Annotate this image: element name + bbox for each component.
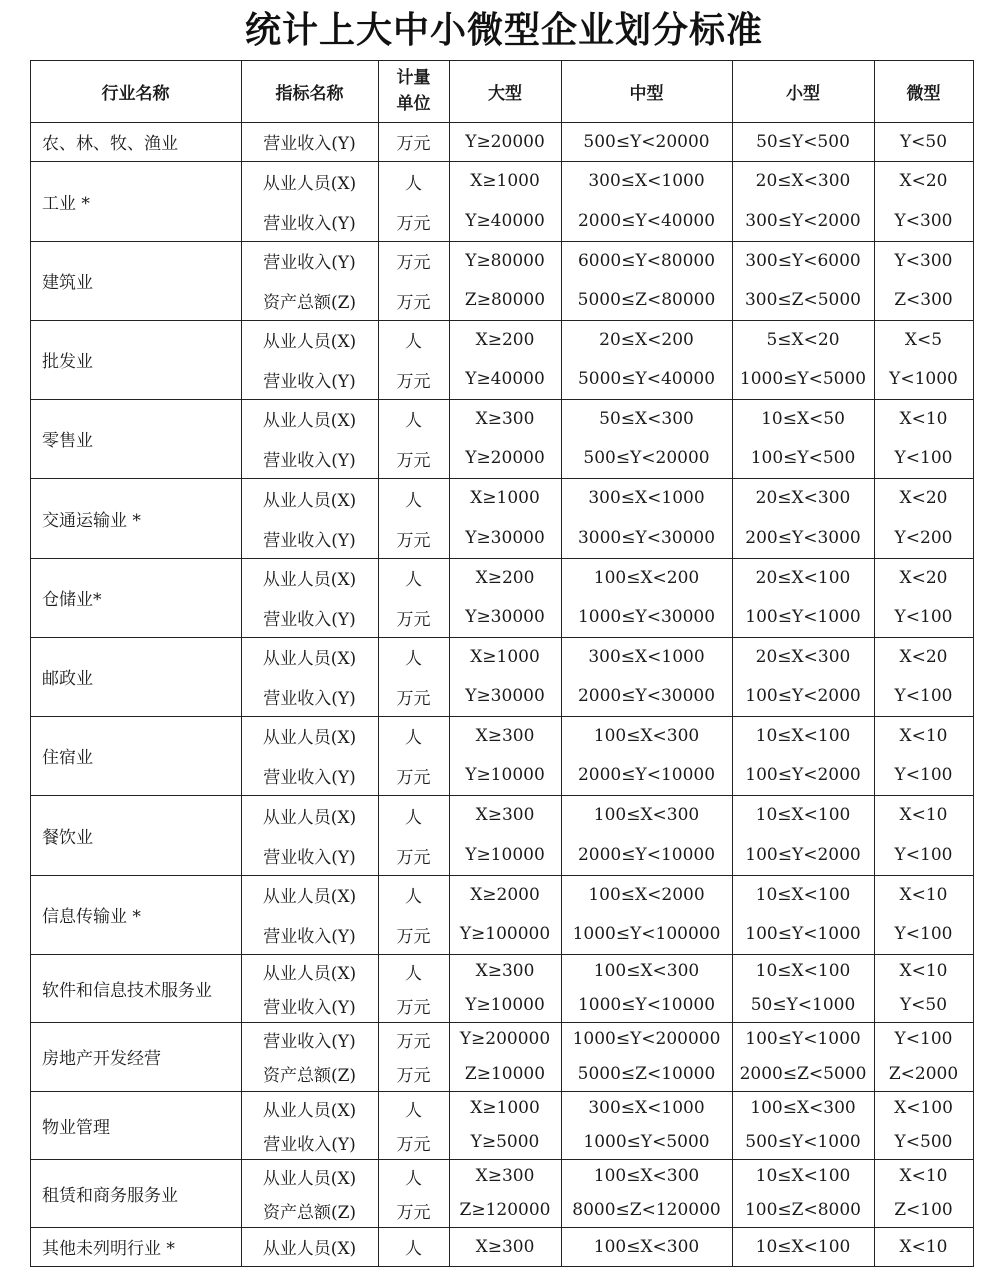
cell-micro: Y<100 (894, 607, 953, 628)
industry-name: 邮政业 (42, 669, 93, 689)
cell-medium: 100≤X<300 (593, 1166, 700, 1186)
cell-small: 5≤X<20 (766, 329, 840, 350)
cell-unit: 人 (405, 649, 422, 670)
column-divider (561, 60, 562, 1267)
cell-indicator: 营业收入(Y) (263, 609, 356, 630)
header-indicator: 指标名称 (275, 83, 344, 104)
cell-unit: 人 (405, 1168, 422, 1189)
cell-large: Y≥10000 (465, 845, 545, 865)
cell-small: 10≤X<100 (755, 1236, 851, 1257)
cell-micro: X<10 (899, 408, 948, 429)
cell-medium: 100≤X<300 (593, 961, 700, 981)
cell-small: 10≤X<100 (755, 961, 851, 981)
cell-unit: 万元 (396, 767, 431, 788)
row-divider (30, 1266, 974, 1267)
cell-unit: 万元 (396, 1134, 431, 1155)
cell-unit: 人 (405, 173, 422, 194)
cell-medium: 5000≤Z<10000 (577, 1063, 716, 1084)
cell-small: 50≤Y<1000 (750, 995, 856, 1015)
cell-small: 10≤X<100 (755, 725, 851, 746)
column-divider (874, 60, 875, 1267)
cell-micro: Y<1000 (889, 369, 958, 390)
cell-medium: 1000≤Y<5000 (583, 1132, 710, 1152)
cell-medium: 2000≤Y<30000 (577, 686, 716, 707)
cell-micro: Z<300 (894, 290, 953, 311)
cell-micro: Y<50 (899, 995, 948, 1015)
cell-large: X≥1000 (470, 488, 540, 508)
cell-small: 10≤X<100 (755, 884, 851, 905)
cell-indicator: 营业收入(Y) (263, 997, 356, 1018)
cell-medium: 300≤X<1000 (588, 171, 705, 191)
cell-medium: 20≤X<200 (599, 329, 694, 350)
cell-indicator: 营业收入(Y) (263, 926, 356, 947)
cell-indicator: 资产总额(Z) (262, 292, 357, 313)
cell-large: X≥300 (475, 408, 535, 429)
cell-unit: 万元 (396, 1031, 431, 1052)
cell-large: Y≥20000 (465, 131, 545, 152)
cell-indicator: 从业人员(X) (262, 332, 357, 353)
cell-small: 100≤X<300 (750, 1098, 856, 1118)
industry-name: 餐饮业 (42, 827, 93, 848)
cell-large: Y≥5000 (470, 1132, 540, 1152)
cell-indicator: 从业人员(X) (262, 649, 357, 670)
cell-large: Z≥10000 (464, 1063, 546, 1084)
cell-large: Y≥30000 (465, 686, 545, 707)
cell-medium: 300≤X<1000 (588, 646, 705, 667)
table-top-border (30, 60, 974, 61)
table-left-border (30, 60, 31, 1267)
cell-indicator: 营业收入(Y) (263, 134, 356, 154)
cell-micro: X<10 (899, 805, 948, 825)
cell-indicator: 营业收入(Y) (263, 530, 356, 551)
cell-large: Y≥100000 (459, 924, 551, 945)
cell-unit: 万元 (396, 1066, 431, 1087)
cell-micro: Z<2000 (888, 1063, 959, 1084)
cell-medium: 2000≤Y<10000 (577, 845, 716, 865)
cell-small: 10≤X<100 (755, 805, 851, 825)
cell-indicator: 从业人员(X) (262, 1239, 357, 1259)
cell-medium: 1000≤Y<100000 (572, 924, 721, 945)
cell-small: 300≤Z<5000 (744, 290, 861, 311)
cell-indicator: 从业人员(X) (262, 173, 357, 194)
cell-medium: 50≤X<300 (599, 408, 694, 429)
cell-micro: Y<100 (894, 845, 953, 865)
column-divider (378, 60, 379, 1267)
header-medium: 中型 (629, 83, 664, 104)
industry-name: 其他未列明行业 * (42, 1239, 175, 1259)
cell-unit: 万元 (396, 450, 431, 471)
industry-name: 建筑业 (42, 273, 93, 293)
cell-large: Y≥80000 (465, 250, 545, 271)
cell-medium: 8000≤Z<120000 (572, 1200, 721, 1220)
cell-unit: 人 (405, 490, 422, 511)
cell-micro: Y<100 (894, 765, 953, 786)
cell-medium: 1000≤Y<10000 (577, 995, 716, 1015)
cell-small: 100≤Y<1000 (745, 1029, 861, 1050)
cell-small: 200≤Y<3000 (745, 528, 861, 548)
cell-indicator: 营业收入(Y) (263, 253, 356, 274)
cell-small: 100≤Y<2000 (745, 845, 861, 865)
industry-name: 农、林、牧、渔业 (42, 134, 178, 154)
industry-name: 批发业 (42, 352, 93, 372)
cell-medium: 100≤X<200 (593, 567, 700, 588)
cell-indicator: 营业收入(Y) (263, 1031, 356, 1052)
industry-name: 仓储业* (42, 590, 102, 610)
cell-micro: X<5 (904, 329, 943, 350)
cell-micro: X<10 (899, 884, 948, 905)
cell-micro: Y<100 (894, 686, 953, 707)
header-bottom-border (30, 122, 974, 123)
cell-indicator: 资产总额(Z) (262, 1066, 357, 1087)
cell-small: 100≤Y<1000 (745, 607, 861, 628)
cell-large: X≥200 (475, 567, 535, 588)
cell-medium: 500≤Y<20000 (583, 131, 710, 152)
cell-small: 50≤Y<500 (756, 131, 850, 152)
cell-indicator: 营业收入(Y) (263, 767, 356, 788)
cell-unit: 万元 (396, 371, 431, 392)
cell-unit: 人 (405, 728, 422, 749)
cell-indicator: 从业人员(X) (262, 963, 357, 984)
cell-large: Y≥30000 (465, 528, 545, 548)
cell-unit: 人 (405, 807, 422, 828)
header-unit (378, 60, 449, 122)
cell-medium: 5000≤Y<40000 (577, 369, 716, 390)
industry-name: 信息传输业 * (42, 907, 141, 927)
cell-micro: X<10 (899, 1236, 948, 1257)
header-large: 大型 (488, 83, 522, 104)
cell-large: Z≥120000 (459, 1200, 551, 1220)
cell-unit: 人 (405, 1100, 422, 1121)
page-title: 统计上大中小微型企业划分标准 (244, 10, 763, 51)
column-divider (241, 60, 242, 1267)
industry-name: 零售业 (42, 431, 93, 451)
cell-medium: 100≤X<300 (593, 805, 700, 825)
header-micro: 微型 (906, 83, 941, 104)
cell-unit: 人 (405, 887, 422, 908)
cell-indicator: 营业收入(Y) (263, 1134, 356, 1155)
cell-large: X≥300 (475, 1236, 535, 1257)
cell-micro: X<20 (899, 567, 948, 588)
cell-micro: X<10 (899, 725, 948, 746)
cell-small: 500≤Y<1000 (745, 1132, 861, 1152)
cell-micro: Y<300 (894, 250, 953, 271)
cell-indicator: 从业人员(X) (262, 570, 357, 591)
cell-micro: X<20 (899, 488, 948, 508)
cell-large: X≥1000 (470, 171, 540, 191)
cell-medium: 1000≤Y<200000 (572, 1029, 721, 1050)
cell-small: 300≤Y<6000 (745, 250, 861, 271)
cell-large: Y≥40000 (465, 211, 545, 231)
cell-indicator: 从业人员(X) (262, 887, 357, 908)
industry-name: 租赁和商务服务业 (42, 1185, 178, 1206)
cell-indicator: 营业收入(Y) (263, 847, 356, 868)
cell-medium: 100≤X<300 (593, 725, 700, 746)
industry-name: 工业 * (42, 193, 90, 214)
cell-medium: 5000≤Z<80000 (577, 290, 716, 311)
cell-indicator: 资产总额(Z) (262, 1202, 357, 1223)
cell-small: 20≤X<300 (755, 646, 851, 667)
cell-indicator: 从业人员(X) (262, 807, 357, 828)
cell-unit: 万元 (396, 847, 431, 868)
cell-large: Y≥20000 (465, 448, 545, 469)
cell-small: 300≤Y<2000 (745, 211, 861, 231)
cell-small: 1000≤Y<5000 (739, 369, 867, 390)
cell-medium: 6000≤Y<80000 (577, 250, 716, 271)
cell-small: 100≤Y<2000 (745, 686, 861, 707)
cell-large: X≥300 (475, 725, 535, 746)
cell-indicator: 从业人员(X) (262, 411, 357, 432)
cell-indicator: 营业收入(Y) (263, 213, 356, 234)
cell-unit: 万元 (396, 213, 431, 234)
cell-unit: 人 (405, 411, 422, 432)
cell-unit: 人 (405, 570, 422, 591)
cell-micro: Y<500 (894, 1132, 953, 1152)
cell-micro: X<20 (899, 171, 948, 191)
column-divider (449, 60, 450, 1267)
cell-large: Y≥10000 (465, 995, 545, 1015)
cell-micro: Y<100 (894, 448, 953, 469)
cell-large: X≥200 (475, 329, 535, 350)
cell-unit: 万元 (396, 292, 431, 313)
cell-micro: X<100 (894, 1098, 953, 1118)
column-divider (732, 60, 733, 1267)
cell-micro: X<10 (899, 961, 948, 981)
cell-indicator: 营业收入(Y) (263, 371, 356, 392)
cell-large: X≥300 (475, 805, 535, 825)
cell-small: 10≤X<100 (755, 1166, 851, 1186)
cell-micro: Z<100 (894, 1200, 953, 1220)
cell-medium: 1000≤Y<30000 (577, 607, 716, 628)
cell-large: Y≥40000 (465, 369, 545, 390)
cell-small: 20≤X<100 (755, 567, 851, 588)
cell-large: Y≥10000 (465, 765, 545, 786)
cell-medium: 300≤X<1000 (588, 488, 705, 508)
cell-medium: 100≤X<2000 (588, 884, 705, 905)
cell-unit: 万元 (396, 997, 431, 1018)
cell-unit: 万元 (396, 530, 431, 551)
table-right-border (973, 60, 974, 1267)
industry-name: 房地产开发经营 (42, 1049, 161, 1069)
cell-large: Y≥30000 (465, 607, 545, 628)
industry-name: 住宿业 (42, 748, 93, 768)
cell-unit: 人 (405, 1239, 422, 1259)
cell-unit: 人 (405, 332, 422, 353)
cell-small: 2000≤Z<5000 (739, 1063, 867, 1084)
cell-small: 10≤X<50 (761, 408, 845, 429)
cell-medium: 2000≤Y<10000 (577, 765, 716, 786)
cell-small: 20≤X<300 (755, 171, 851, 191)
cell-large: Y≥200000 (459, 1029, 551, 1050)
header-industry: 行业名称 (101, 83, 170, 104)
cell-medium: 300≤X<1000 (588, 1098, 705, 1118)
cell-large: X≥300 (475, 1166, 535, 1186)
header-unit-line2: 单位 (396, 94, 431, 114)
cell-large: Z≥80000 (464, 290, 546, 311)
cell-micro: Y<100 (894, 924, 953, 945)
cell-small: 100≤Y<1000 (745, 924, 861, 945)
industry-name: 软件和信息技术服务业 (42, 980, 212, 1001)
industry-name: 物业管理 (42, 1117, 110, 1138)
cell-small: 100≤Y<500 (750, 448, 856, 469)
cell-large: X≥1000 (470, 1098, 540, 1118)
cell-indicator: 营业收入(Y) (263, 450, 356, 471)
cell-micro: Y<200 (894, 528, 953, 548)
header-unit-line1: 计量 (396, 68, 431, 88)
cell-unit: 万元 (396, 134, 431, 154)
cell-micro: Y<300 (894, 211, 953, 231)
cell-indicator: 从业人员(X) (262, 728, 357, 749)
cell-indicator: 从业人员(X) (262, 1168, 357, 1189)
cell-unit: 万元 (396, 1202, 431, 1223)
cell-indicator: 从业人员(X) (262, 1100, 357, 1121)
cell-indicator: 从业人员(X) (262, 490, 357, 511)
cell-micro: X<10 (899, 1166, 948, 1186)
cell-large: X≥300 (475, 961, 535, 981)
cell-medium: 2000≤Y<40000 (577, 211, 716, 231)
cell-medium: 3000≤Y<30000 (577, 528, 716, 548)
cell-small: 100≤Y<2000 (745, 765, 861, 786)
cell-small: 20≤X<300 (755, 488, 851, 508)
cell-micro: X<20 (899, 646, 948, 667)
cell-unit: 万元 (396, 926, 431, 947)
cell-medium: 100≤X<300 (593, 1236, 700, 1257)
cell-medium: 500≤Y<20000 (583, 448, 710, 469)
cell-micro: Y<50 (899, 131, 948, 152)
cell-unit: 万元 (396, 253, 431, 274)
cell-large: X≥2000 (470, 884, 540, 905)
header-small: 小型 (786, 83, 820, 104)
cell-unit: 万元 (396, 688, 431, 709)
cell-large: X≥1000 (470, 646, 540, 667)
cell-small: 100≤Z<8000 (744, 1200, 861, 1220)
cell-indicator: 营业收入(Y) (263, 688, 356, 709)
industry-name: 交通运输业 * (42, 510, 141, 531)
cell-unit: 万元 (396, 609, 431, 630)
cell-micro: Y<100 (894, 1029, 953, 1050)
cell-unit: 人 (405, 963, 422, 984)
